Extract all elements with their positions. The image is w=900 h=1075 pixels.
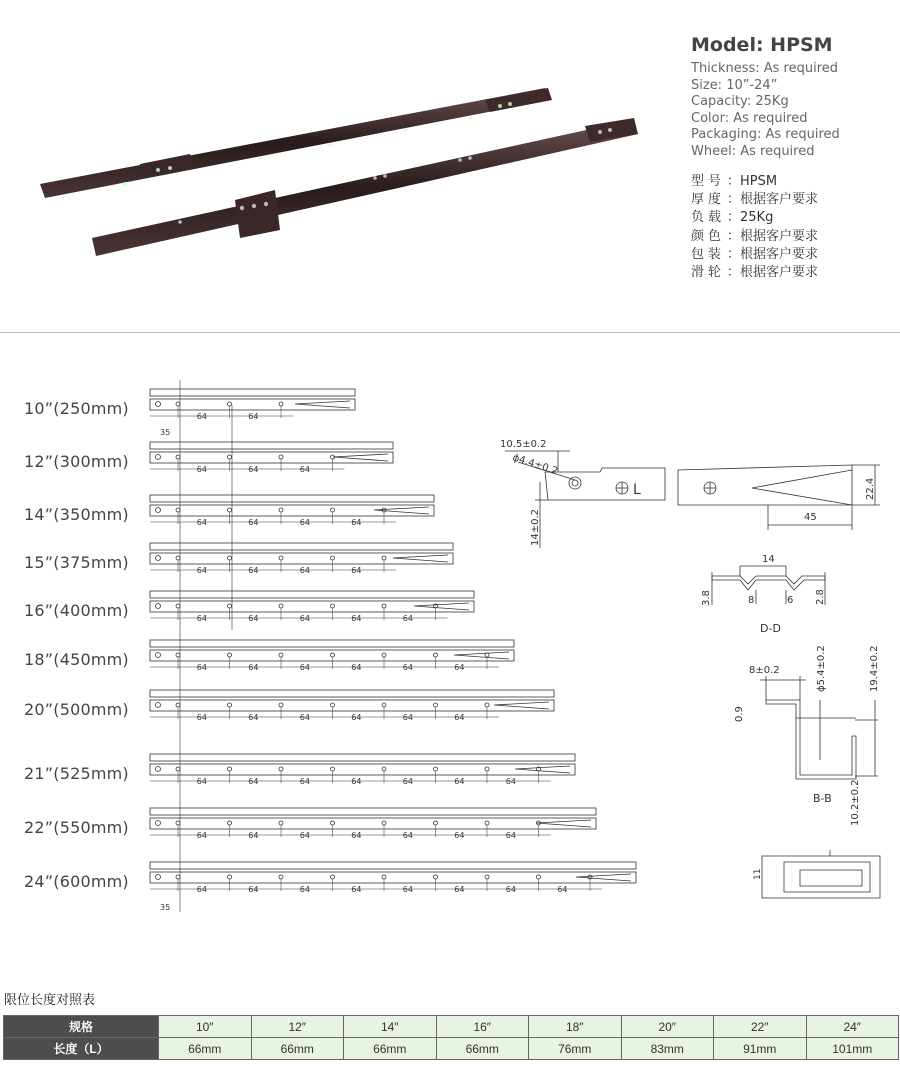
mount-hole xyxy=(382,767,386,771)
mount-hole xyxy=(279,875,283,879)
rail-roller xyxy=(156,508,161,513)
rail-bottom-member xyxy=(150,505,434,516)
spec-cn-block xyxy=(691,173,891,282)
spec-en-line: Thickness: As required xyxy=(691,61,839,76)
mount-hole xyxy=(228,767,232,771)
table-cell: 14″ xyxy=(344,1016,437,1038)
pitch-label: 64 xyxy=(505,831,516,840)
table-cell: 10″ xyxy=(159,1016,252,1038)
rail-drawings xyxy=(150,380,636,912)
rail-bottom-member xyxy=(150,553,453,564)
dim-label: 8 xyxy=(748,595,755,606)
mount-hole xyxy=(279,455,283,459)
size-label: 16”(400mm) xyxy=(24,601,129,620)
pitch-label: 64 xyxy=(196,885,207,894)
pitch-label: 64 xyxy=(248,713,259,722)
pitch-label: 64 xyxy=(402,614,413,623)
dim-label: 3.8 xyxy=(701,590,712,606)
mount-hole xyxy=(228,556,232,560)
rail-top-member xyxy=(150,690,554,697)
rail-bottom-member xyxy=(150,818,596,829)
size-label: 15”(375mm) xyxy=(24,553,129,572)
pitch-label: 64 xyxy=(351,885,362,894)
dim-label: 6 xyxy=(787,595,794,606)
table-row xyxy=(4,1016,899,1038)
size-label: 20”(500mm) xyxy=(24,700,129,719)
spec-cn-line: 型号 ：HPSM xyxy=(691,174,778,189)
row-header: 长度（L） xyxy=(4,1038,159,1060)
rail-roller xyxy=(156,703,161,708)
rail-bottom-member xyxy=(150,452,393,463)
rail-bottom-member xyxy=(150,399,355,410)
rail-bottom-member xyxy=(150,700,554,711)
table-cell: 18″ xyxy=(529,1016,622,1038)
table-cell: 22″ xyxy=(714,1016,807,1038)
pitch-label: 64 xyxy=(248,777,259,786)
mount-hole xyxy=(176,455,180,459)
pitch-label: 64 xyxy=(402,831,413,840)
pitch-label: 64 xyxy=(196,831,207,840)
mount-hole xyxy=(279,653,283,657)
pitch-label: 64 xyxy=(196,713,207,722)
pitch-label: 64 xyxy=(248,614,259,623)
rail-bottom-member xyxy=(150,764,575,775)
mount-hole xyxy=(382,703,386,707)
table-cell: 76mm xyxy=(529,1038,622,1060)
mount-hole xyxy=(434,821,438,825)
table-cell: 24″ xyxy=(806,1016,899,1038)
size-label: 18”(450mm) xyxy=(24,650,129,669)
rail-roller xyxy=(156,875,161,880)
row-header: 规格 xyxy=(4,1016,159,1038)
pitch-label: 64 xyxy=(248,566,259,575)
section-title: B-B xyxy=(813,792,832,805)
rail-bottom-member xyxy=(150,872,636,883)
dim-label: 10.2±0.2 xyxy=(850,779,861,826)
spec-cn-line: 负载 ：25Kg xyxy=(691,210,774,226)
pitch-label: 64 xyxy=(402,663,413,672)
pitch-label: 64 xyxy=(299,885,310,894)
dim-label: 19.4±0.2 xyxy=(869,645,880,692)
size-label: 14”(350mm) xyxy=(24,505,129,524)
mount-hole xyxy=(434,875,438,879)
pitch-label: 64 xyxy=(351,566,362,575)
spec-en-line: Wheel: As required xyxy=(691,143,815,159)
pitch-label: 64 xyxy=(505,885,516,894)
pitch-label: 64 xyxy=(196,518,207,527)
rail-taper xyxy=(515,766,570,773)
spec-en-line: Capacity: 25Kg xyxy=(691,94,789,109)
mount-hole xyxy=(331,556,335,560)
section-title: D-D xyxy=(760,622,781,635)
mount-hole xyxy=(176,821,180,825)
rail-taper xyxy=(494,702,549,709)
size-label: 22”(550mm) xyxy=(24,818,129,837)
pitch-label: 64 xyxy=(505,777,516,786)
pitch-label: 64 xyxy=(196,614,207,623)
rail-top-member xyxy=(150,442,393,449)
table-cell: 16″ xyxy=(436,1016,529,1038)
mount-hole xyxy=(382,604,386,608)
mount-hole xyxy=(228,653,232,657)
pitch-label: 64 xyxy=(196,777,207,786)
rail-top-member xyxy=(150,862,636,869)
mount-hole xyxy=(382,508,386,512)
pitch-label: 64 xyxy=(351,831,362,840)
rail-taper xyxy=(295,401,350,408)
pitch-label: 64 xyxy=(454,713,465,722)
rail-roller xyxy=(156,402,161,407)
mount-hole xyxy=(279,508,283,512)
spec-cn-line: 厚度 ：根据客户要求 xyxy=(691,192,819,208)
mount-hole xyxy=(228,703,232,707)
pitch-label: 64 xyxy=(248,663,259,672)
size-label: 21”(525mm) xyxy=(24,764,129,783)
rail-taper xyxy=(333,454,388,461)
mount-hole xyxy=(176,508,180,512)
pitch-label: 64 xyxy=(299,777,310,786)
table-cell: 66mm xyxy=(344,1038,437,1060)
mount-hole xyxy=(176,604,180,608)
mount-hole xyxy=(279,703,283,707)
upper-rail xyxy=(40,88,552,198)
section-divider xyxy=(0,332,900,333)
mount-hole xyxy=(176,556,180,560)
mount-hole xyxy=(228,455,232,459)
mount-hole xyxy=(331,703,335,707)
mount-hole xyxy=(434,767,438,771)
model-title: Model: HPSM xyxy=(691,34,833,56)
mount-hole xyxy=(331,767,335,771)
dim-label: 8±0.2 xyxy=(749,665,780,676)
rail-top-member xyxy=(150,495,434,502)
table-row xyxy=(4,1038,899,1060)
mount-hole xyxy=(485,875,489,879)
mount-hole xyxy=(382,653,386,657)
pitch-label: 64 xyxy=(196,663,207,672)
table-cell: 83mm xyxy=(621,1038,714,1060)
size-label: 24”(600mm) xyxy=(24,872,129,891)
pitch-label: 64 xyxy=(196,412,207,421)
pitch-label: 64 xyxy=(351,518,362,527)
pitch-label: 64 xyxy=(299,518,310,527)
rail-taper xyxy=(414,603,469,610)
rail-taper xyxy=(454,652,509,659)
dim-label: 22.4 xyxy=(865,477,876,500)
mount-hole xyxy=(331,875,335,879)
mount-hole xyxy=(331,653,335,657)
mount-hole xyxy=(228,402,232,406)
spec-en-line: Size: 10”-24” xyxy=(691,77,778,93)
pitch-label: 64 xyxy=(351,713,362,722)
offset-label: 35 xyxy=(160,903,171,912)
pitch-label: 64 xyxy=(248,885,259,894)
rail-roller xyxy=(156,767,161,772)
rail-roller xyxy=(156,653,161,658)
profile-section xyxy=(762,850,880,898)
spec-en-line: Packaging: As required xyxy=(691,127,840,142)
product-photo xyxy=(30,80,650,280)
rail-top-member xyxy=(150,543,453,550)
table-cell: 66mm xyxy=(436,1038,529,1060)
mount-hole xyxy=(331,604,335,608)
pitch-label: 64 xyxy=(402,713,413,722)
rail-taper xyxy=(393,555,448,562)
rail-taper xyxy=(536,820,591,827)
technical-drawing xyxy=(0,360,900,920)
dim-label: L xyxy=(633,482,641,498)
mount-hole xyxy=(485,767,489,771)
mount-hole xyxy=(382,821,386,825)
rail-top-member xyxy=(150,754,575,761)
mount-hole xyxy=(279,556,283,560)
pitch-label: 64 xyxy=(299,465,310,474)
dim-label: 14±0.2 xyxy=(530,508,541,546)
pitch-label: 64 xyxy=(299,566,310,575)
mount-hole xyxy=(434,703,438,707)
mount-hole xyxy=(176,703,180,707)
mount-hole xyxy=(176,767,180,771)
rail-roller xyxy=(156,604,161,609)
mount-hole xyxy=(382,556,386,560)
pitch-label: 64 xyxy=(299,713,310,722)
rail-top-member xyxy=(150,808,596,815)
rail-roller xyxy=(156,556,161,561)
mount-hole xyxy=(279,767,283,771)
pitch-label: 64 xyxy=(557,885,568,894)
dim-label: 2.8 xyxy=(815,589,826,605)
rail-roller xyxy=(156,455,161,460)
section-dd xyxy=(712,566,825,605)
pitch-label: 64 xyxy=(248,465,259,474)
mount-hole xyxy=(537,875,541,879)
dim-label: 45 xyxy=(804,512,817,523)
mount-hole xyxy=(228,821,232,825)
lower-rail xyxy=(92,118,638,256)
mount-hole xyxy=(279,604,283,608)
table-cell: 12″ xyxy=(251,1016,344,1038)
table-cell: 66mm xyxy=(251,1038,344,1060)
spec-panel xyxy=(691,34,891,282)
table-cell: 66mm xyxy=(159,1038,252,1060)
mount-hole xyxy=(331,821,335,825)
pitch-label: 64 xyxy=(248,518,259,527)
pitch-label: 64 xyxy=(454,885,465,894)
pitch-label: 64 xyxy=(248,412,259,421)
pitch-label: 64 xyxy=(248,831,259,840)
pitch-label: 64 xyxy=(402,777,413,786)
dim-label: 11 xyxy=(753,868,763,880)
mount-hole xyxy=(485,703,489,707)
pitch-label: 64 xyxy=(351,614,362,623)
pitch-label: 64 xyxy=(196,566,207,575)
pitch-label: 64 xyxy=(351,663,362,672)
table-cell: 101mm xyxy=(806,1038,899,1060)
dim-label: 0.9 xyxy=(734,706,745,722)
dim-label: ϕ4.4±0.2 xyxy=(511,452,559,478)
pitch-label: 64 xyxy=(196,465,207,474)
pitch-label: 64 xyxy=(299,614,310,623)
rail-taper xyxy=(576,874,631,881)
mount-hole xyxy=(176,402,180,406)
pitch-label: 64 xyxy=(299,663,310,672)
mount-hole xyxy=(279,402,283,406)
pitch-label: 64 xyxy=(454,831,465,840)
size-label: 12”(300mm) xyxy=(24,452,129,471)
rail-roller xyxy=(156,821,161,826)
mount-hole xyxy=(176,653,180,657)
pitch-label: 64 xyxy=(351,777,362,786)
dim-label: ϕ5.4±0.2 xyxy=(816,645,827,692)
mount-hole xyxy=(485,821,489,825)
rail-top-member xyxy=(150,389,355,396)
mount-hole xyxy=(228,508,232,512)
mount-hole xyxy=(279,821,283,825)
size-label: 10”(250mm) xyxy=(24,399,129,418)
table-title: 限位长度对照表 xyxy=(4,993,96,1008)
pitch-label: 64 xyxy=(402,885,413,894)
mount-hole xyxy=(228,604,232,608)
end-detail-right xyxy=(678,465,880,530)
pitch-label: 64 xyxy=(299,831,310,840)
mount-hole xyxy=(176,875,180,879)
mount-hole xyxy=(331,508,335,512)
length-comparison-table xyxy=(3,1015,899,1060)
offset-label: 35 xyxy=(160,428,171,437)
spec-cn-line: 颜色 ：根据客户要求 xyxy=(691,228,819,244)
dim-label: 10.5±0.2 xyxy=(500,439,547,450)
spec-en-line: Color: As required xyxy=(691,110,808,126)
mount-hole xyxy=(434,653,438,657)
table-cell: 91mm xyxy=(714,1038,807,1060)
mount-hole xyxy=(228,875,232,879)
rail-top-member xyxy=(150,640,514,647)
dim-label: 14 xyxy=(762,554,775,565)
pitch-label: 64 xyxy=(454,663,465,672)
pitch-label: 64 xyxy=(454,777,465,786)
spec-cn-line: 滑轮 ：根据客户要求 xyxy=(691,265,819,281)
spec-cn-line: 包装 ：根据客户要求 xyxy=(691,246,819,262)
rail-top-member xyxy=(150,591,474,598)
table-cell: 20″ xyxy=(621,1016,714,1038)
mount-hole xyxy=(382,875,386,879)
